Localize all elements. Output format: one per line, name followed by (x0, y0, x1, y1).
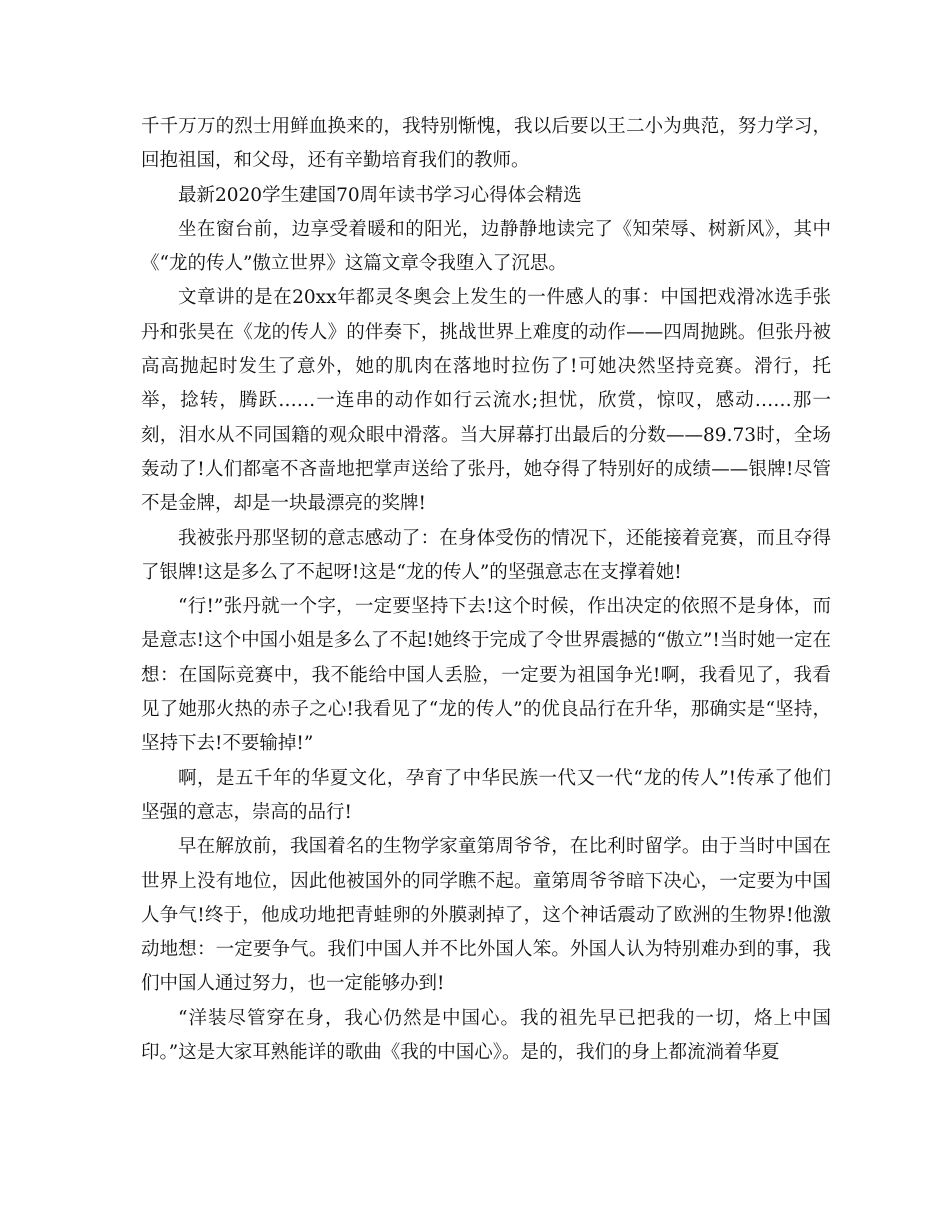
paragraph: 啊，是五千年的华夏文化，孕育了中华民族一代又一代“龙的传人”!传承了他们坚强的意志，崇高的品行! (141, 767, 831, 823)
paragraph: “洋装尽管穿在身，我心仍然是中国心。我的祖先早已把我的一切，烙上中国印。”这是大家耳熟能详的歌曲《我的中国心》。是的，我们的身上都流淌着华夏 (141, 1007, 831, 1064)
paragraph: “行!”张丹就一个字，一定要坚持下去!这个时候，作出决定的依照不是身体，而是意志!这个中国小姐是多么了不起!她终于完成了令世界震撼的“傲立”!当时她一定在想：在国际竞赛中，我不能给中国人丢脸，一定要为祖国争光!啊，我看见了，我看见了她那火热的赤子之心!我看见了“龙的传人”的优良品行在升华，那确实是“坚持，坚持下去!不要输掉!” (141, 596, 831, 755)
paragraph-continuation: 千千万万的烈士用鲜血换来的，我特别惭愧，我以后要以王二小为典范，努力学习，回抱祖国，和父母，还有辛勤培育我们的教师。 (141, 116, 831, 172)
document-body (141, 110, 831, 1070)
paragraph: 早在解放前，我国着名的生物学家童第周爷爷，在比利时留学。由于当时中国在世界上没有地位，因此他被国外的同学瞧不起。童第周爷爷暗下决心，一定要为中国人争气!终于，他成功地把青蛙卵的外膜剥掉了，这个神话震动了欧洲的生物界!他激动地想：一定要争气。我们中国人并不比外国人笨。外国人认为特别难办到的事，我们中国人通过努力，也一定能够办到! (141, 836, 831, 995)
paragraph: 坐在窗台前，边享受着暖和的阳光，边静静地读完了《知荣辱、树新风》，其中《“龙的传人”傲立世界》这篇文章令我堕入了沉思。 (141, 218, 831, 275)
paragraph: 我被张丹那坚韧的意志感动了：在身体受伤的情况下，还能接着竞赛，而且夺得了银牌!这是多么了不起呀!这是“龙的传人”的坚强意志在支撑着她! (141, 527, 831, 583)
paragraph: 文章讲的是在20xx年都灵冬奥会上发生的一件感人的事：中国把戏滑冰选手张丹和张昊在《龙的传人》的伴奏下，挑战世界上难度的动作——四周抛跳。但张丹被高高抛起时发生了意外，她的肌肉在落地时拉伤了!可她决然坚持竞赛。滑行，托举，捻转，腾跃……一连串的动作如行云流水;担忧，欣赏，惊叹，感动……那一刻，泪水从不同国籍的观众眼中滑落。当大屏幕打出最后的分数——89.73时，全场轰动了!人们都毫不吝啬地把掌声送给了张丹，她夺得了特别好的成绩——银牌!尽管不是金牌，却是一块最漂亮的奖牌! (141, 287, 831, 515)
article-title: 最新2020学生建国70周年读书学习心得体会精选 (178, 184, 582, 206)
